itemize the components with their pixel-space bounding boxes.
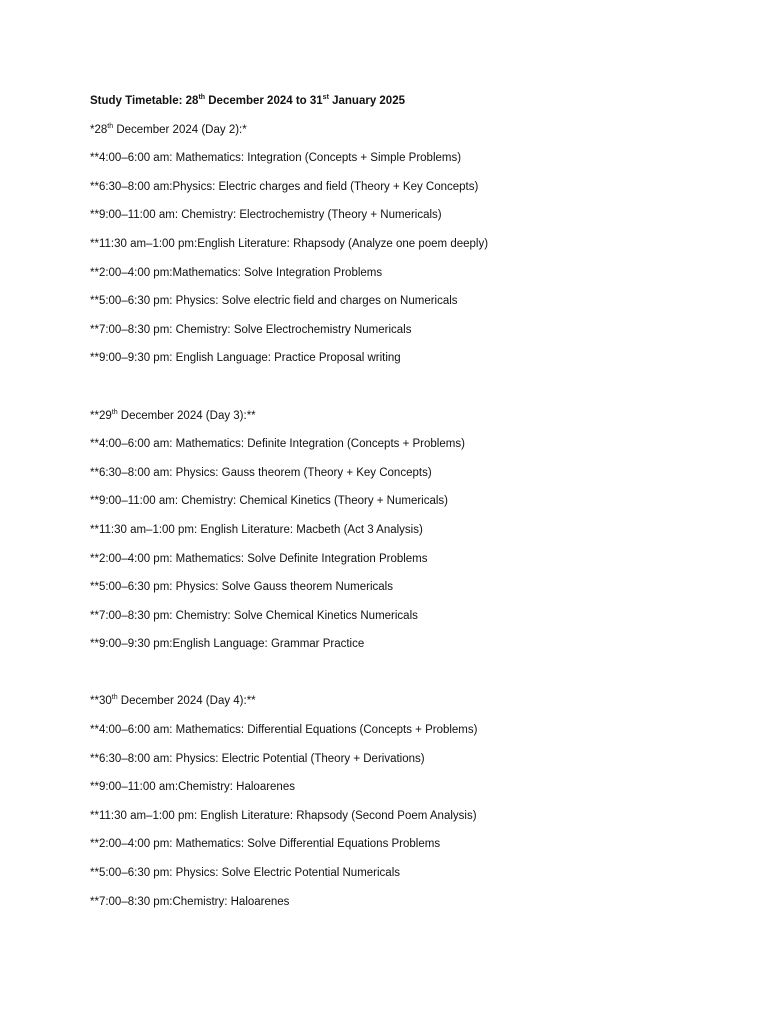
day-heading-suffix: December 2024 (Day 3):** bbox=[117, 409, 256, 422]
day-heading bbox=[90, 121, 730, 150]
schedule-item: **9:00–9:30 pm:English Language: Grammar Practice bbox=[90, 638, 365, 651]
day-heading-prefix: **29 bbox=[90, 409, 112, 422]
title-superscript-1: th bbox=[198, 94, 206, 102]
document-title bbox=[90, 92, 730, 121]
day-section-day-4 bbox=[90, 692, 730, 921]
schedule-item: **9:00–11:00 am: Chemistry: Chemical Kinetics (Theory + Numericals) bbox=[90, 495, 449, 508]
schedule-item: **2:00–4:00 pm:Mathematics: Solve Integration Problems bbox=[90, 266, 383, 279]
schedule-item: **5:00–6:30 pm: Physics: Solve Electric Potential Numericals bbox=[90, 867, 401, 880]
schedule-item: **9:00–11:00 am:Chemistry: Haloarenes bbox=[90, 781, 295, 794]
section-spacer bbox=[90, 378, 730, 407]
day-heading-prefix: *28 bbox=[90, 123, 108, 136]
title-suffix: January 2025 bbox=[328, 95, 405, 107]
schedule-item: **9:00–9:30 pm: English Language: Practice Proposal writing bbox=[90, 352, 401, 365]
schedule-item: **4:00–6:00 am: Mathematics: Integration (Concepts + Simple Problems) bbox=[90, 152, 462, 165]
schedule-item: **6:30–8:00 am:Physics: Electric charges and field (Theory + Key Concepts) bbox=[90, 180, 479, 193]
title-middle: December 2024 to 31 bbox=[205, 95, 323, 107]
schedule-item: **6:30–8:00 am: Physics: Electric Potential (Theory + Derivations) bbox=[90, 752, 425, 765]
title-superscript-2: st bbox=[322, 94, 329, 102]
day-section-day-3 bbox=[90, 407, 730, 664]
schedule-item: **2:00–4:00 pm: Mathematics: Solve Definite Integration Problems bbox=[90, 552, 428, 565]
day-heading bbox=[90, 407, 730, 436]
title-prefix: Study Timetable: 28 bbox=[90, 95, 199, 107]
day-heading-superscript: th bbox=[107, 122, 114, 130]
schedule-item: **6:30–8:00 am: Physics: Gauss theorem (Theory + Key Concepts) bbox=[90, 466, 432, 479]
schedule-item: **11:30 am–1:00 pm:English Literature: Rhapsody (Analyze one poem deeply) bbox=[90, 237, 489, 250]
schedule-item: **9:00–11:00 am: Chemistry: Electrochemistry (Theory + Numericals) bbox=[90, 209, 442, 222]
day-heading-superscript: th bbox=[111, 408, 118, 416]
schedule-item: **7:00–8:30 pm:Chemistry: Haloarenes bbox=[90, 895, 290, 908]
day-heading-suffix: December 2024 (Day 4):** bbox=[117, 695, 256, 708]
day-heading-prefix: **30 bbox=[90, 695, 112, 708]
day-section-day-2 bbox=[90, 121, 730, 378]
schedule-item: **4:00–6:00 am: Mathematics: Definite Integration (Concepts + Problems) bbox=[90, 438, 465, 451]
day-heading-suffix: December 2024 (Day 2):* bbox=[113, 123, 247, 136]
schedule-item: **2:00–4:00 pm: Mathematics: Solve Differential Equations Problems bbox=[90, 838, 441, 851]
schedule-item: **5:00–6:30 pm: Physics: Solve electric field and charges on Numericals bbox=[90, 295, 458, 308]
day-heading-superscript: th bbox=[111, 694, 118, 702]
day-heading bbox=[90, 692, 730, 721]
schedule-item: **11:30 am–1:00 pm: English Literature: Macbeth (Act 3 Analysis) bbox=[90, 523, 423, 536]
schedule-item: **4:00–6:00 am: Mathematics: Differential Equations (Concepts + Problems) bbox=[90, 724, 478, 737]
schedule-item: **7:00–8:30 pm: Chemistry: Solve Electrochemistry Numericals bbox=[90, 323, 412, 336]
schedule-item: **11:30 am–1:00 pm: English Literature: Rhapsody (Second Poem Analysis) bbox=[90, 809, 477, 822]
schedule-item: **7:00–8:30 pm: Chemistry: Solve Chemical Kinetics Numericals bbox=[90, 609, 418, 622]
section-spacer bbox=[90, 664, 730, 693]
timetable-content bbox=[90, 92, 730, 921]
schedule-item: **5:00–6:30 pm: Physics: Solve Gauss theorem Numericals bbox=[90, 581, 393, 594]
